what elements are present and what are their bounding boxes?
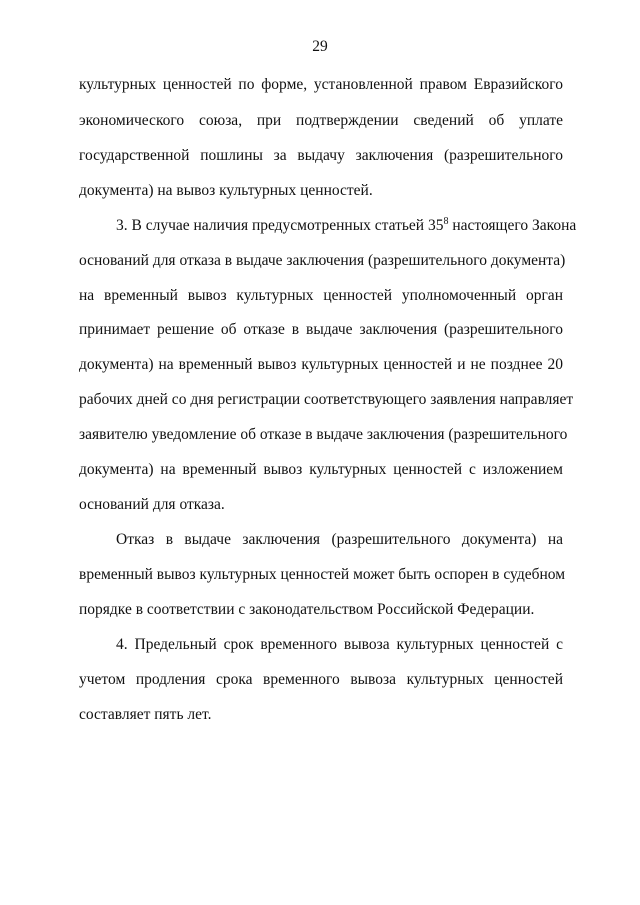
text-line: рабочих дней со дня регистрации соответствующего заявления направляет [79,391,574,408]
text-line: государственной пошлины за выдачу заключения (разрешительного [79,147,563,164]
text-line: на временный вывоз культурных ценностей уполномоченный орган [79,287,563,304]
text-line: оснований для отказа в выдаче заключения (разрешительного документа) [79,252,566,269]
text-line: культурных ценностей по форме, установленной правом Евразийского [79,76,563,93]
text-line: экономического союза, при подтверждении сведений об уплате [79,112,563,129]
text-segment: настоящего Закона [448,217,577,234]
text-segment: 3. В случае наличия предусмотренных статьей 35 [116,217,444,234]
text-line: 4. Предельный срок временного вывоза культурных ценностей с [116,636,563,653]
text-line: временный вывоз культурных ценностей может быть оспорен в судебном [79,566,566,583]
page-number: 29 [312,38,328,55]
text-line: принимает решение об отказе в выдаче заключения (разрешительного [79,321,563,338]
text-line: документа) на временный вывоз культурных ценностей с изложением [79,461,563,478]
text-line: порядке в соответствии с законодательством Российской Федерации. [79,601,535,618]
text-line: заявителю уведомление об отказе в выдаче заключения (разрешительного [79,426,568,443]
text-line: Отказ в выдаче заключения (разрешительного документа) на [116,531,563,548]
text-line: учетом продления срока временного вывоза культурных ценностей [79,671,563,688]
text-line: оснований для отказа. [79,496,225,513]
superscript: 8 [443,216,449,227]
text-line-with-superscript [116,216,577,236]
text-line: документа) на временный вывоз культурных ценностей и не позднее 20 [79,356,563,373]
text-line: составляет пять лет. [79,706,212,723]
text-line: документа) на вывоз культурных ценностей. [79,182,373,199]
